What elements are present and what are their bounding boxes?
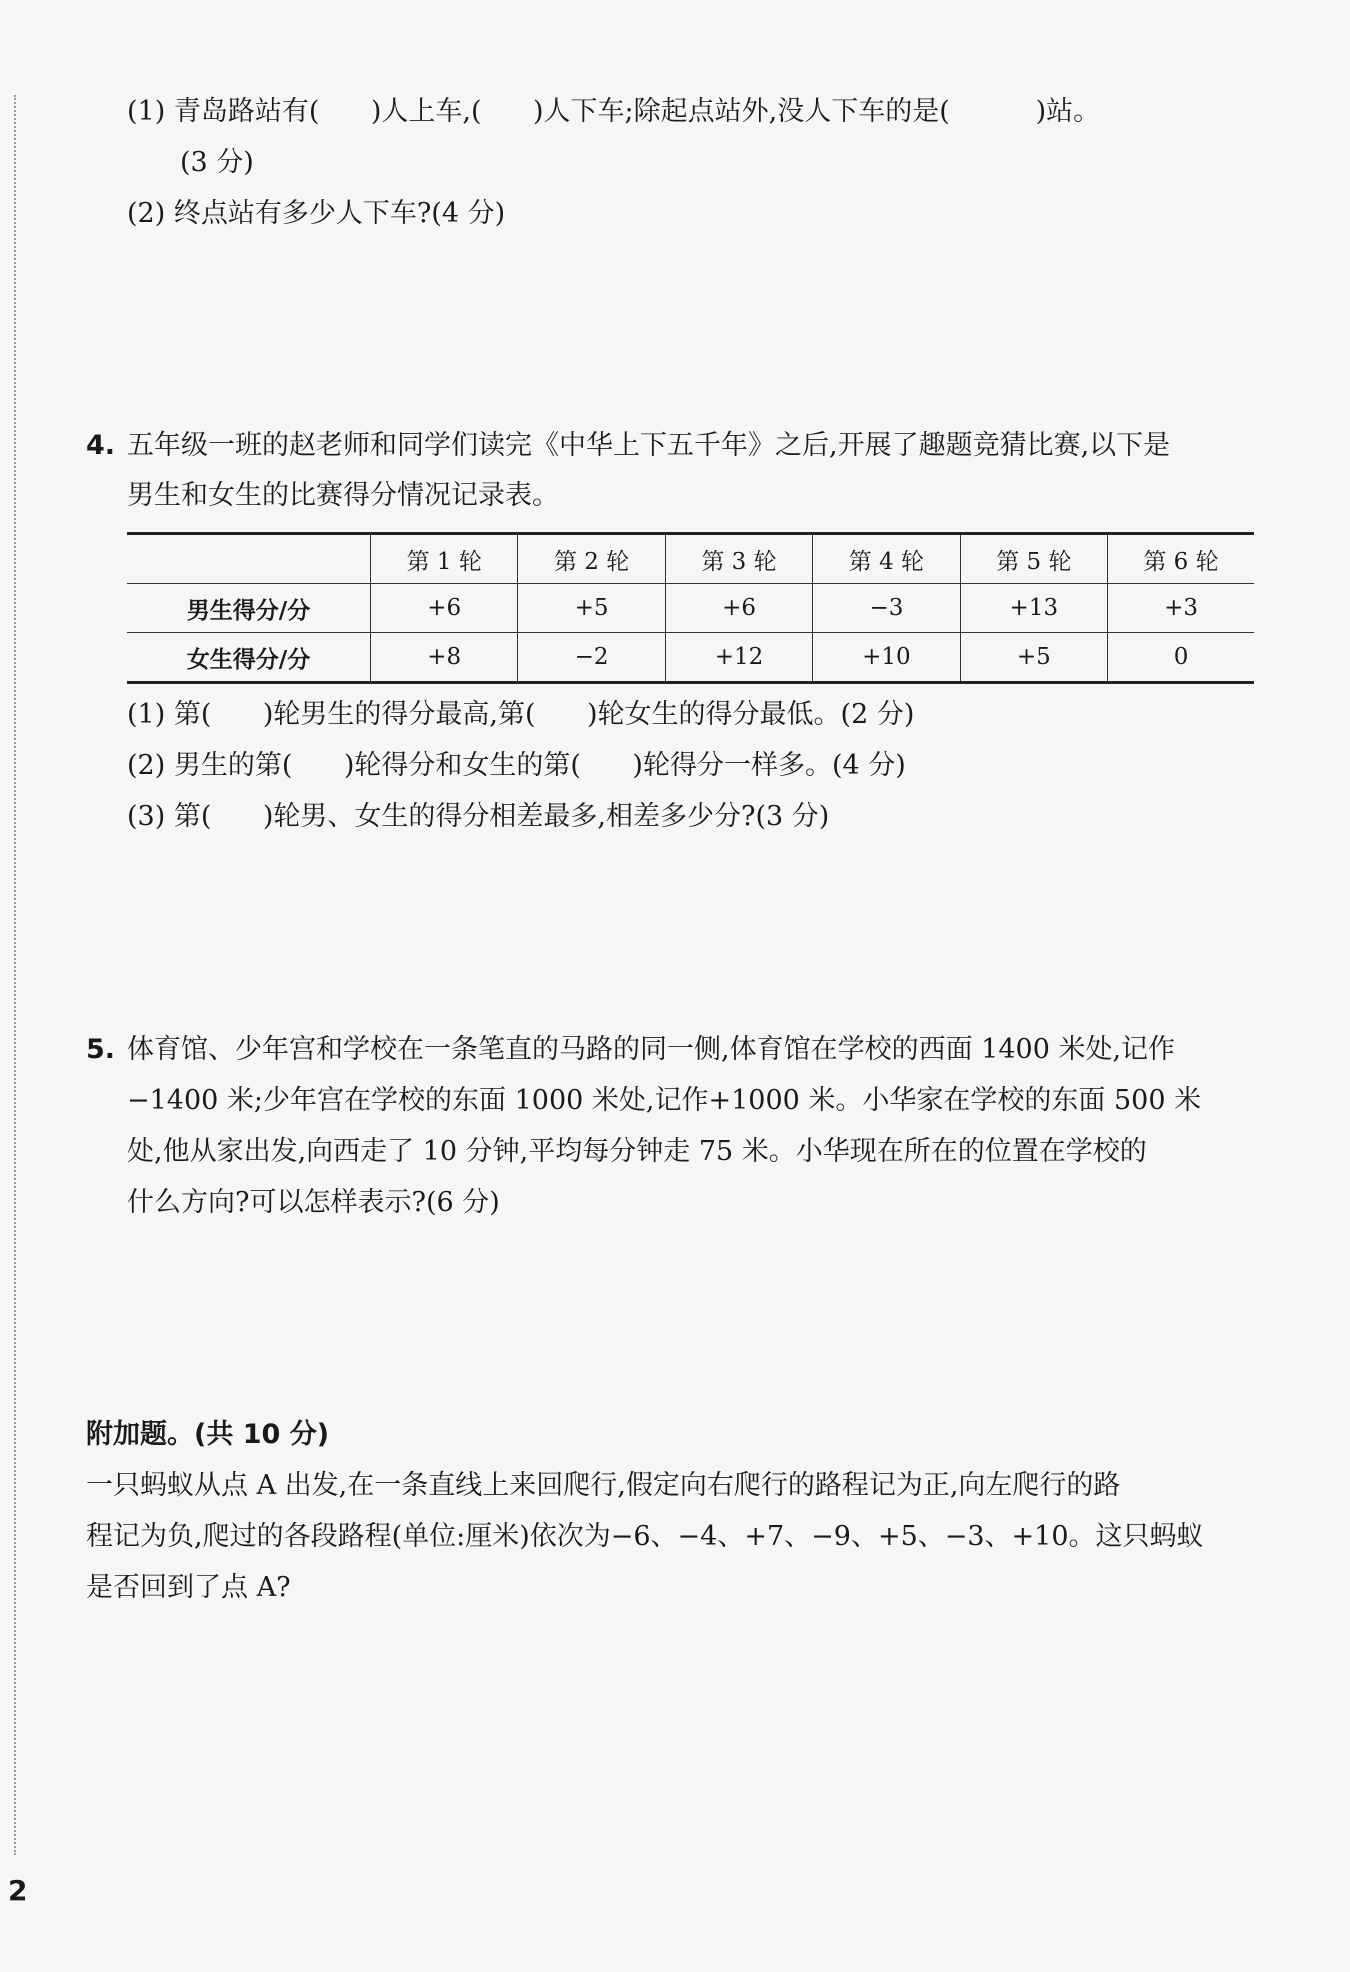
page-number: 2: [8, 1874, 28, 1907]
q3-part2: (2) 终点站有多少人下车?(4 分): [127, 198, 506, 229]
q5-line4: 什么方向?可以怎样表示?(6 分): [127, 1187, 500, 1218]
table-header-cell: 第 5 轮: [960, 534, 1107, 584]
binding-margin-line: [14, 95, 16, 1855]
q4-number: 4.: [86, 430, 116, 461]
table-header-cell: 第 3 轮: [665, 534, 812, 584]
table-corner-cell: [127, 534, 371, 584]
q5-line3: 处,他从家出发,向西走了 10 分钟,平均每分钟走 75 米。小华现在所在的位置在学校的: [127, 1136, 1147, 1167]
table-cell: −3: [813, 584, 960, 633]
table-cell: +6: [371, 584, 518, 633]
table-cell: −2: [518, 633, 665, 683]
table-cell: +12: [665, 633, 812, 683]
table-cell: 0: [1108, 633, 1254, 683]
table-header-cell: 第 4 轮: [813, 534, 960, 584]
bonus-title: 附加题。(共 10 分): [86, 1419, 330, 1450]
bonus-line1: 一只蚂蚁从点 A 出发,在一条直线上来回爬行,假定向右爬行的路程记为正,向左爬行的路: [86, 1470, 1121, 1501]
q4-text-line2: 男生和女生的比赛得分情况记录表。: [127, 480, 559, 511]
score-table: [127, 532, 1254, 684]
q5-line2: −1400 米;少年宫在学校的东面 1000 米处,记作+1000 米。小华家在学校的东面 500 米: [127, 1085, 1202, 1116]
table-row-label: 男生得分/分: [127, 584, 371, 633]
q5-number: 5.: [86, 1034, 116, 1065]
q4-part3: (3) 第( )轮男、女生的得分相差最多,相差多少分?(3 分): [127, 801, 830, 832]
table-row-boys: [127, 584, 1254, 633]
table-row-girls: [127, 633, 1254, 683]
bonus-line3: 是否回到了点 A?: [86, 1572, 291, 1603]
table-cell: +5: [960, 633, 1107, 683]
q5-line1: 体育馆、少年宫和学校在一条笔直的马路的同一侧,体育馆在学校的西面 1400 米处,记作: [127, 1034, 1176, 1065]
table-header-cell: 第 2 轮: [518, 534, 665, 584]
table-cell: +3: [1108, 584, 1254, 633]
q3-part1-line2: (3 分): [180, 147, 254, 178]
q4-text-line1: 五年级一班的赵老师和同学们读完《中华上下五千年》之后,开展了趣题竞猜比赛,以下是: [127, 430, 1171, 461]
table-header-cell: 第 1 轮: [371, 534, 518, 584]
q4-part1: (1) 第( )轮男生的得分最高,第( )轮女生的得分最低。(2 分): [127, 699, 915, 730]
table-header-row: [127, 534, 1254, 584]
table-cell: +10: [813, 633, 960, 683]
table-header-cell: 第 6 轮: [1108, 534, 1254, 584]
table-row-label: 女生得分/分: [127, 633, 371, 683]
bonus-line2: 程记为负,爬过的各段路程(单位:厘米)依次为−6、−4、+7、−9、+5、−3、+10。这只蚂蚁: [86, 1521, 1204, 1552]
table-cell: +8: [371, 633, 518, 683]
q4-part2: (2) 男生的第( )轮得分和女生的第( )轮得分一样多。(4 分): [127, 750, 906, 781]
table-cell: +13: [960, 584, 1107, 633]
table-cell: +6: [665, 584, 812, 633]
table-cell: +5: [518, 584, 665, 633]
q3-part1-line1: (1) 青岛路站有( )人上车,( )人下车;除起点站外,没人下车的是( )站。: [127, 96, 1101, 127]
